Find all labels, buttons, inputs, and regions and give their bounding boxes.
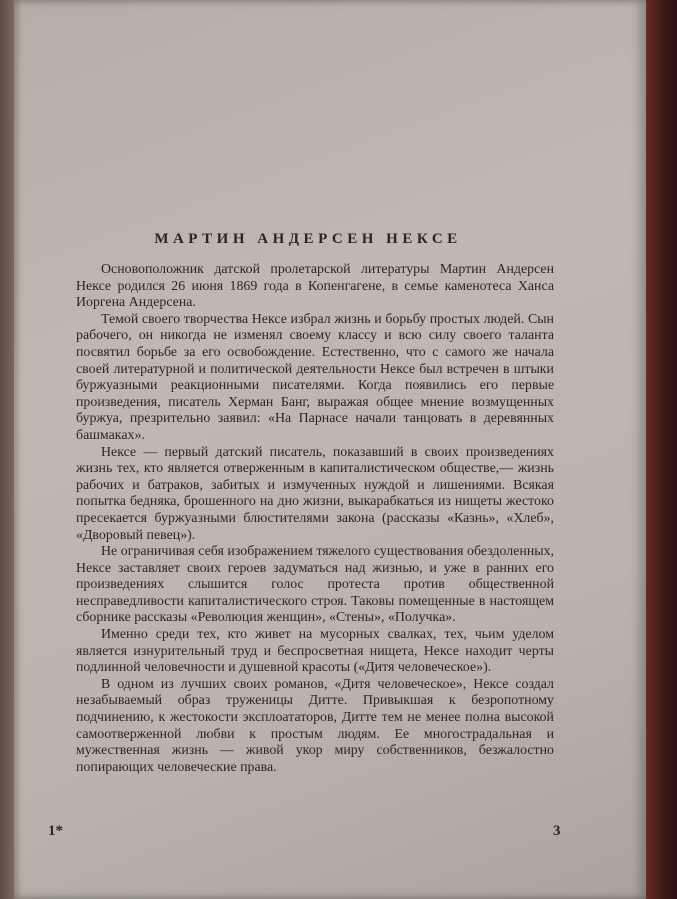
paragraph-6: В одном из лучших своих романов, «Дитя человеческое», Нексе создал незабываемый образ труженицы Дитте. Привыкшая к безропотному подчинению, к жестокости эксплоататоров, Дитте тем не менее полна высокой самоотверженной любви к простым людям. Ее многострадальная и мужественная жизнь — живой укор миру собственников, безжалостно попирающих человеческие права. — [76, 676, 554, 775]
book-cover-edge-right — [646, 0, 677, 899]
paragraph-3: Нексе — первый датский писатель, показавший в своих произведениях жизнь тех, кто является отверженным в капиталистическом обществе,— жизнь рабочих и батраков, забитых и измученных нуждой и лишениями. Всякая попытка бедняка, брошенного на дно жизни, выкарабкаться из нищеты жестоко пресекается буржуазными блюстителями закона (рассказы «Казнь», «Хлеб», «Дворовый певец»). — [76, 444, 554, 543]
paragraph-1: Основоположник датской пролетарской литературы Мартин Андерсен Нексе родился 26 июня 1869 года в Копенгагене, в семье каменотеса Ханса Иоргена Андерсена. — [76, 262, 554, 311]
body-text — [76, 262, 554, 776]
signature-mark: 1* — [48, 823, 63, 839]
book-edge-left — [0, 0, 14, 899]
page-number: 3 — [553, 823, 561, 839]
page-title: МАРТИН АНДЕРСЕН НЕКСЕ — [154, 231, 462, 247]
paragraph-4: Не ограничивая себя изображением тяжелого существования обездоленных, Нексе заставляет своих героев задуматься над жизнью, и уже в ранних его произведениях слышится голос протеста против общественной несправедливости капиталистического строя. Таковы помещенные в настоящем сборнике рассказы «Революция женщин», «Стены», «Получка». — [76, 544, 554, 626]
book-page — [14, 0, 646, 899]
paragraph-5: Именно среди тех, кто живет на мусорных свалках, тех, чьим уделом является изнурительный труд и беспросветная нищета, Нексе находит черты подлинной человечности и душевной красоты («Дитя человеческое»). — [76, 627, 554, 676]
paragraph-2: Темой своего творчества Нексе избрал жизнь и борьбу простых людей. Сын рабочего, он никогда не изменял своему классу и всю силу своего таланта посвятил борьбе за его освобождение. Естественно, что с самого же начала своей литературной и политической деятельности Нексе был встречен в штыки буржуазными реакционными писателями. Когда появились его первые произведения, писатель Херман Банг, выражая общее мнение возмущенных буржуа, презрительно заявил: «На Парнасе начали танцовать в деревянных башмаках». — [76, 311, 554, 443]
